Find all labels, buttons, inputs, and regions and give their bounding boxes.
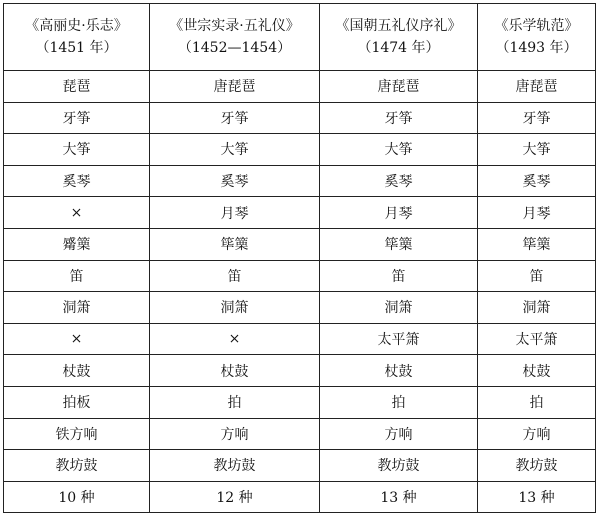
total-cell: 12 种 [150,481,320,513]
header-cell [320,4,478,71]
table-row [4,134,596,166]
table-cell: 方响 [320,418,478,450]
table-cell: 大筝 [4,134,150,166]
table-cell: 教坊鼓 [320,450,478,482]
table-cell: 笛 [4,260,150,292]
table-cell: 奚琴 [478,165,596,197]
table-row [4,102,596,134]
header-row [4,4,596,71]
table-cell: 教坊鼓 [4,450,150,482]
table-row [4,165,596,197]
table-cell: 奚琴 [4,165,150,197]
table-cell: 大筝 [478,134,596,166]
table-row [4,418,596,450]
table-cell: 牙筝 [478,102,596,134]
table-cell: 琵琶 [4,71,150,103]
table-cell: 拍 [320,386,478,418]
table-cell: 牙筝 [150,102,320,134]
table-row [4,450,596,482]
source-title: 《高丽史·乐志》 [25,18,128,34]
table-cell: 奚琴 [320,165,478,197]
table-row [4,260,596,292]
table-cell: 笛 [320,260,478,292]
table-cell: 觱篥 [4,228,150,260]
table-cell: 洞箫 [4,292,150,324]
table-cell: × [150,323,320,355]
source-title: 《国朝五礼仪序礼》 [335,18,462,34]
table-row [4,386,596,418]
table-cell: 月琴 [320,197,478,229]
source-year: （1452—1454） [177,40,292,56]
table-row [4,71,596,103]
table-cell: 方响 [478,418,596,450]
table-cell: 太平箫 [320,323,478,355]
table-cell: 教坊鼓 [150,450,320,482]
table-cell: 拍板 [4,386,150,418]
source-year: （1451 年） [35,40,118,56]
header-cell [478,4,596,71]
table-cell: 笛 [478,260,596,292]
source-title: 《世宗实录·五礼仪》 [169,18,300,34]
table-cell: 笛 [150,260,320,292]
table-cell: 洞箫 [320,292,478,324]
total-cell: 10 种 [4,481,150,513]
table-cell: 方响 [150,418,320,450]
header-cell [4,4,150,71]
table-cell: × [4,197,150,229]
table-row [4,323,596,355]
table-cell: 杖鼓 [478,355,596,387]
table-row [4,197,596,229]
source-title: 《乐学轨范》 [494,18,579,34]
table-cell: 牙筝 [4,102,150,134]
source-year: （1474 年） [357,40,440,56]
table-row [4,292,596,324]
total-cell: 13 种 [478,481,596,513]
table-cell: 筚篥 [478,228,596,260]
table-cell: 月琴 [478,197,596,229]
table-cell: 杖鼓 [150,355,320,387]
table-cell: 奚琴 [150,165,320,197]
table-cell: 教坊鼓 [478,450,596,482]
instrument-comparison-table [3,3,596,513]
table-cell: 太平箫 [478,323,596,355]
table-cell: 月琴 [150,197,320,229]
table-header [4,4,596,71]
table-cell: 牙筝 [320,102,478,134]
table-cell: 筚篥 [150,228,320,260]
table-cell: 杖鼓 [320,355,478,387]
table-cell: 筚篥 [320,228,478,260]
table-cell: 唐琵琶 [478,71,596,103]
table-cell: 洞箫 [478,292,596,324]
header-cell [150,4,320,71]
table-cell: 拍 [150,386,320,418]
table-cell: 大筝 [320,134,478,166]
table-cell: 拍 [478,386,596,418]
source-year: （1493 年） [495,40,578,56]
table-cell: 铁方响 [4,418,150,450]
table-row [4,355,596,387]
table-cell: × [4,323,150,355]
table-cell: 大筝 [150,134,320,166]
total-cell: 13 种 [320,481,478,513]
table-body [4,71,596,513]
table-row [4,228,596,260]
table-cell: 唐琵琶 [150,71,320,103]
table-cell: 洞箫 [150,292,320,324]
table-cell: 唐琵琶 [320,71,478,103]
table-cell: 杖鼓 [4,355,150,387]
total-row [4,481,596,513]
